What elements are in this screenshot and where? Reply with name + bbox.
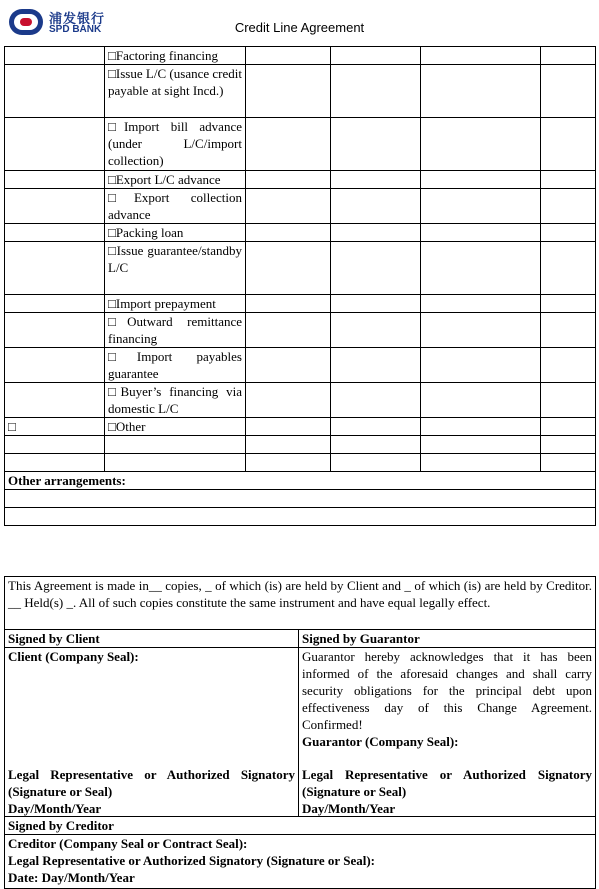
table-row [5, 454, 596, 472]
product-option-other[interactable]: □Other [105, 418, 246, 436]
creditor-seal-label: Creditor (Company Seal or Contract Seal): [8, 836, 248, 851]
creditor-signature-heading: Signed by Creditor [5, 817, 596, 835]
product-option-import-prepayment[interactable]: □Import prepayment [105, 295, 246, 313]
table-row [5, 171, 596, 189]
other-arrangements-label: Other arrangements: [5, 472, 596, 490]
table-row [5, 65, 596, 118]
table-row [5, 224, 596, 242]
product-option-issue-guarantee[interactable]: □Issue guarantee/standby L/C [105, 242, 246, 295]
product-option-import-bill-advance[interactable]: □Import bill advance (under L/C/import collection) [105, 118, 246, 171]
table-row [5, 242, 596, 295]
guarantor-signature-block [299, 648, 596, 817]
table-row [5, 118, 596, 171]
product-option-packing-loan[interactable]: □Packing loan [105, 224, 246, 242]
signatures-table [4, 576, 596, 889]
logo-english-name: SPD BANK [49, 24, 102, 35]
signature-heading-row [5, 630, 596, 648]
client-signature-heading: Signed by Client [5, 630, 299, 648]
guarantor-seal-label: Guarantor (Company Seal): [302, 734, 459, 749]
table-row [5, 436, 596, 454]
other-arrangements-field[interactable] [5, 490, 596, 508]
client-seal-label: Client (Company Seal): [8, 649, 139, 664]
product-option-outward-remittance[interactable]: □Outward remittance financing [105, 313, 246, 348]
table-row [5, 295, 596, 313]
creditor-heading-row [5, 817, 596, 835]
other-arrangements-field[interactable] [5, 508, 596, 526]
table-row [5, 189, 596, 224]
product-option-import-payables-guarantee[interactable]: □Import payables guarantee [105, 348, 246, 383]
product-option-issue-lc[interactable]: □Issue L/C (usance credit payable at sight Incd.) [105, 65, 246, 118]
products-table [4, 46, 596, 526]
creditor-block-row [5, 835, 596, 889]
guarantor-representative-label: Legal Representative or Authorized Signatory (Signature or Seal) [302, 767, 593, 799]
empty-cell [5, 47, 105, 65]
table-row [5, 383, 596, 418]
table-row [5, 313, 596, 348]
copies-clause: This Agreement is made in__ copies, _ of which (is) are held by Client and _ of which (is) are held by Creditor. __ Held(s) _. All of such copies constitute the same instrument and have equal legally effect. [5, 577, 596, 630]
table-row [5, 418, 596, 436]
logo-chinese-name: 浦发银行 [49, 12, 106, 27]
product-option-export-collection-advance[interactable]: □Export collection advance [105, 189, 246, 224]
signature-block-row [5, 648, 596, 817]
guarantor-date-label: Day/Month/Year [302, 801, 396, 816]
other-arrangements-input-row [5, 508, 596, 526]
creditor-representative-label: Legal Representative or Authorized Signatory (Signature or Seal): [8, 853, 375, 868]
other-arrangements-input-row [5, 490, 596, 508]
product-option-factoring[interactable]: □Factoring financing [105, 47, 246, 65]
client-signature-block [5, 648, 299, 817]
page-header [0, 0, 599, 46]
creditor-date-label: Date: Day/Month/Year [8, 870, 135, 885]
client-representative-label: Legal Representative or Authorized Signatory (Signature or Seal) [8, 767, 295, 799]
other-checkbox[interactable]: □ [5, 418, 105, 436]
guarantor-signature-heading: Signed by Guarantor [299, 630, 596, 648]
product-option-export-lc-advance[interactable]: □Export L/C advance [105, 171, 246, 189]
table-row [5, 47, 596, 65]
guarantor-acknowledgement: Guarantor hereby acknowledges that it has been informed of the aforesaid changes and shall carry security obligations for the principal debt upon effectiveness day of this Change Agreement. Confirmed! [302, 649, 593, 732]
table-row [5, 348, 596, 383]
document-title: Credit Line Agreement [234, 20, 365, 35]
client-date-label: Day/Month/Year [8, 801, 102, 816]
creditor-signature-block [5, 835, 596, 889]
other-arrangements-row [5, 472, 596, 490]
product-option-buyers-financing[interactable]: □Buyer’s financing via domestic L/C [105, 383, 246, 418]
copies-row [5, 577, 596, 630]
